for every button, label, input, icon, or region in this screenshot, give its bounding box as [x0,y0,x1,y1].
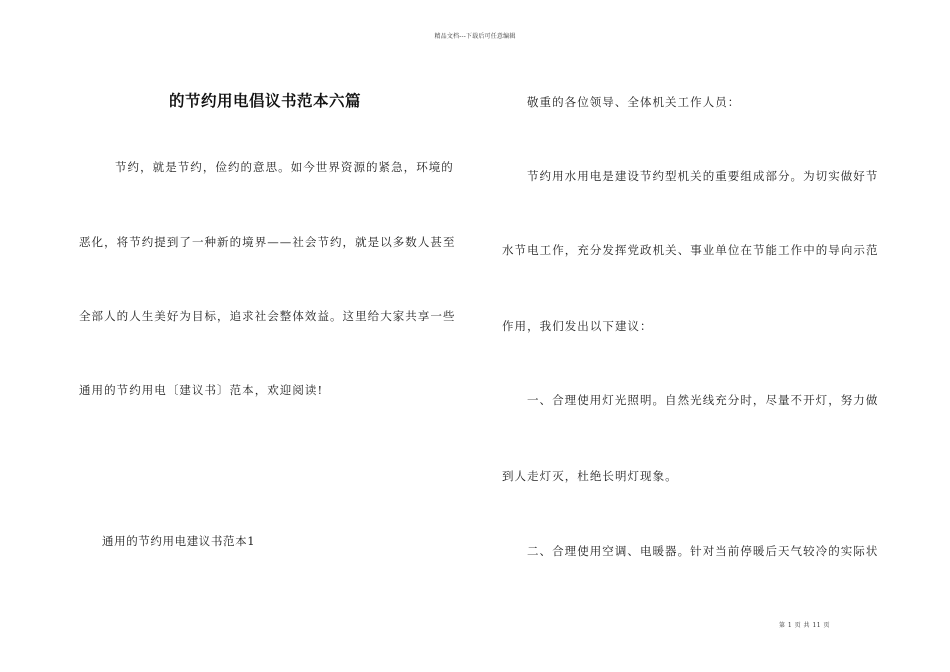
right-paragraph-line-4: 作用，我们发出以下建议： [502,319,653,333]
header-note: 精品文档---下载后可任意编辑 [434,33,516,40]
right-paragraph-line-7: 二、合理使用空调、电暖器。针对当前停暖后天气较冷的实际状 [527,544,879,558]
left-paragraph-line-4: 通用的节约用电〔建议书〕范本，欢迎阅读! [79,383,324,397]
left-paragraph-line-3: 全部人的人生美好为目标，追求社会整体效益。这里给大家共享一些 [79,309,456,323]
section-heading: 通用的节约用电建议书范本1 [102,534,256,548]
right-paragraph-line-5: 一、合理使用灯光照明。自然光线充分时，尽量不开灯，努力做 [527,393,879,407]
left-paragraph-line-2: 恶化，将节约提到了一种新的境界——社会节约，就是以多数人甚至 [79,235,456,249]
right-paragraph-line-3: 水节电工作，充分发挥党政机关、事业单位在节能工作中的导向示范 [502,243,879,257]
right-paragraph-line-2: 节约用水用电是建设节约型机关的重要组成部分。为切实做好节 [527,169,879,183]
document-title: 的节约用电倡议书范本六篇 [168,91,361,110]
right-paragraph-line-6: 到人走灯灭，杜绝长明灯现象。 [502,469,678,483]
right-paragraph-line-1: 敬重的各位领导、全体机关工作人员： [527,95,741,109]
left-paragraph-line-1: 节约，就是节约，俭约的意思。如今世界资源的紧急，环境的 [115,160,454,174]
page-number-footer: 第 1 页 共 11 页 [779,622,830,629]
